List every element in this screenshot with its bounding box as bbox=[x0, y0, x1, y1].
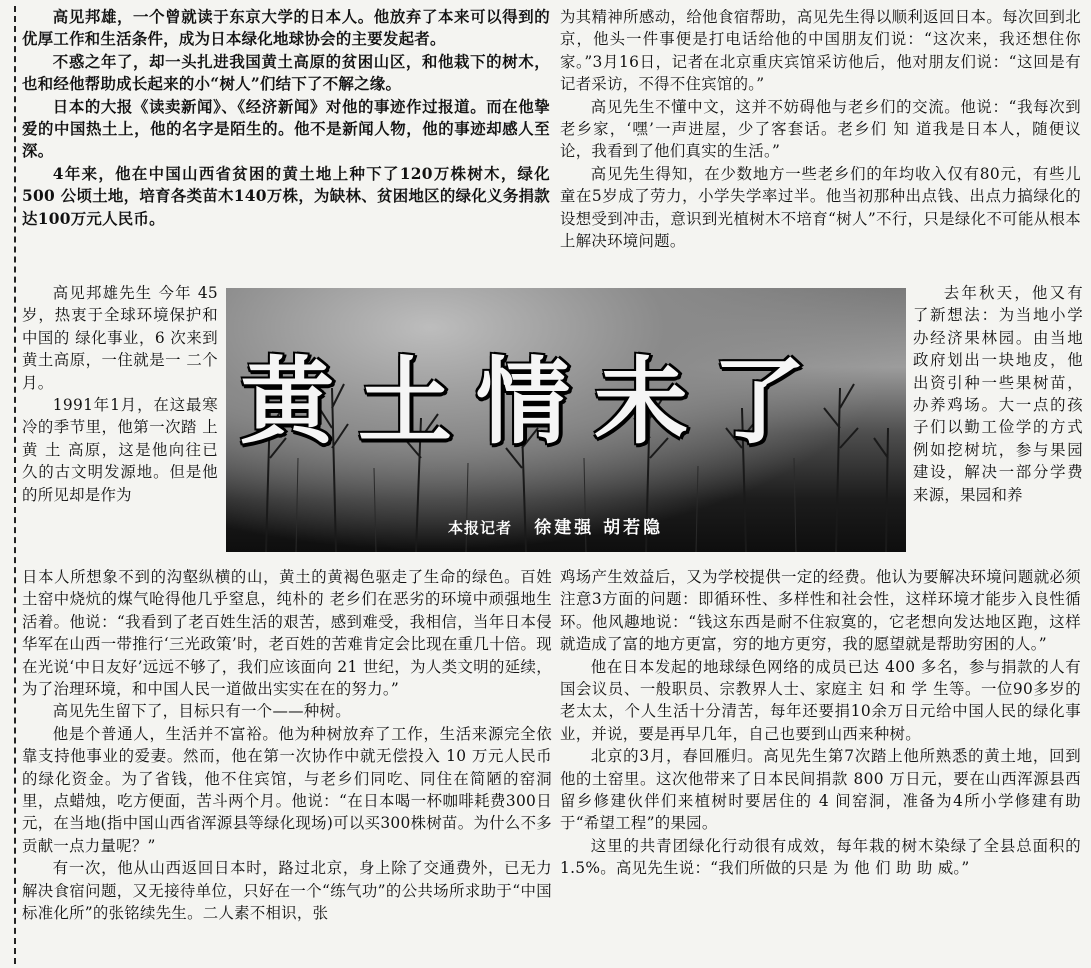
byline bbox=[448, 513, 663, 538]
article-headline: 黄土情未了 bbox=[240, 348, 831, 457]
lead-paragraphs bbox=[22, 6, 550, 230]
lead-paragraph: 不惑之年了，却一头扎进我国黄土高原的贫困山区，和他栽下的树木，也和经他帮助成长起来的小“树人”们结下了不解之缘。 bbox=[22, 52, 550, 94]
left-column-bottom bbox=[22, 566, 552, 925]
body-paragraph: 去年秋天，他又有了新想法：为当地小学办经济果林园。由当地政府划出一块地皮，他出资引种一些果树苗，办养鸡场。大一点的孩子们以勤工俭学的方式例如挖树坑，参与果园建设，解决一部分学费来源，果园和养 bbox=[913, 284, 1083, 504]
body-paragraph: 高见先生留下了，目标只有一个——种树。 bbox=[52, 702, 351, 721]
body-paragraph: 日本人所想象不到的沟壑纵横的山，黄土的黄褐色驱走了生命的绿色。百姓土窑中烧炕的煤气呛得他几乎窒息，纯朴的 老乡们在恶劣的环境中顽强地生活着。他说：“我看到了老百姓生活的艰苦，感到难受，我相信，当年日本侵华军在山西一带推行‘三光政策’时，老百姓的苦难肯定会比现在重几十倍。现在光说‘中日友好’远远不够了，我们应该面向 21 世纪，为人类文明的延续，为了治理环境，和中国人民一道做出实实在在的努力。” bbox=[22, 568, 552, 699]
right-column-top bbox=[560, 6, 1081, 252]
body-paragraph: 高见邦雄先生 今年 45 岁，热衷于全球环境保护和中国的 绿化事业，6 次来到黄土高原，一住就是一 二个月。 bbox=[22, 284, 218, 392]
body-paragraph: 这里的共青团绿化行动很有成效，每年栽的树木染绿了全县总面积的 1.5%。高见先生说：“我们所做的只是 为 他 们 助 助 威。” bbox=[560, 836, 1081, 878]
body-paragraph: 北京的3月，春回雁归。高见先生第7次踏上他所熟悉的黄土地，回到他的土窑里。这次他带来了日本民间捐款 800 万日元，要在山西浑源县西留乡修建伙伴们来植树时要居住的 4 间窑洞，准备为4所小学修建有助于“希望工程”的果园。 bbox=[560, 747, 1081, 833]
lead-paragraph: 高见邦雄，一个曾就读于东京大学的日本人。他放弃了本来可以得到的优厚工作和生活条件，成为日本绿化地球协会的主要发起者。 bbox=[22, 8, 550, 49]
right-column-bottom bbox=[560, 566, 1081, 880]
byline-prefix: 本报记者 bbox=[448, 519, 513, 537]
headline-photo bbox=[226, 288, 906, 552]
right-narrow-column bbox=[913, 282, 1083, 506]
body-paragraph: 1991年1月，在这最寒冷的季节里，他第一次踏 上 黄 土 高原，这是他向往已久的古文明发源地。但是他的所见却是作为 bbox=[22, 396, 218, 504]
lead-paragraph: 日本的大报《读卖新闻》、《经济新闻》对他的事迹作过报道。而在他挚爱的中国热土上，他的名字是陌生的。他不是新闻人物，他的事迹却感人至深。 bbox=[22, 97, 550, 161]
body-paragraph: 鸡场产生效益后，又为学校提供一定的经费。他认为要解决环境问题就必须注意3方面的问题：即循环性、多样性和社会性，这样环境才能步入良性循环。他风趣地说：“钱这东西是耐不住寂寞的，它老想向发达地区跑，这样就造成了富的地方更富，穷的地方更穷，我的愿望就是帮助穷困的人。” bbox=[560, 568, 1081, 654]
body-paragraph: 高见先生得知，在少数地方一些老乡们的年均收入仅有80元，有些儿童在5岁成了劳力，小学失学率过半。他当初那种出点钱、出点力搞绿化的设想受到冲击，意识到光植树木不培育“树人”不行，只是绿化不可能从根本上解决环境问题。 bbox=[560, 164, 1081, 251]
body-paragraph: 为其精神所感动，给他食宿帮助，高见先生得以顺利返回日本。每次回到北京，他头一件事便是打电话给他的中国朋友们说：“这次来，我还想住你家。”3月16日，记者在北京重庆宾馆采访他后，他对朋友们说：“这回是有记者采访，不得不住宾馆的。” bbox=[560, 8, 1081, 94]
left-border-rule bbox=[14, 6, 16, 964]
body-paragraph: 高见先生不懂中文，这并不妨碍他与老乡们的交流。他说：“我每次到老乡家，‘嘿’一声进屋，少了客套话。老乡们 知 道我是日本人，随便议论，我看到了他们真实的生活。” bbox=[560, 97, 1081, 161]
body-paragraph: 他在日本发起的地球绿色网络的成员已达 400 多名，参与捐款的人有国会议员、一般职员、宗教界人士、家庭主 妇 和 学 生等。一位90多岁的老太太，个人生活十分清苦，每年还要捐10余万日元给中国人民的绿化事业，并说，要是再早几年，自己也要到山西来种树。 bbox=[560, 657, 1081, 743]
lead-paragraph: 4年来，他在中国山西省贫困的黄土地上种下了120万株树木，绿化 500 公顷土地，培育各类苗木140万株，为缺林、贫困地区的绿化义务捐款达100万元人民币。 bbox=[22, 164, 550, 228]
left-narrow-column bbox=[22, 282, 218, 506]
body-paragraph: 有一次，他从山西返回日本时，路过北京，身上除了交通费外，已无力解决食宿问题，又无接待单位，只好在一个“练气功”的公共场所求助于“中国标准化所”的张铭续先生。二人素不相识，张 bbox=[22, 859, 552, 923]
body-paragraph: 他是个普通人，生活并不富裕。他为种树放弃了工作，生活来源完全依靠支持他事业的爱妻。然而，他在第一次协作中就无偿投入 10 万元人民币的绿化资金。为了省钱，他不住宾馆，与老乡们同吃、同住在简陋的窑洞里，点蜡烛，吃方便面，苦斗两个月。他说：“在日本喝一杯咖啡耗费300日元，在当地(指中国山西省浑源县等绿化现场)可以买300株树苗。为什么不多贡献一点力量呢？” bbox=[22, 724, 552, 855]
byline-names: 徐建强 胡若隐 bbox=[534, 518, 664, 538]
